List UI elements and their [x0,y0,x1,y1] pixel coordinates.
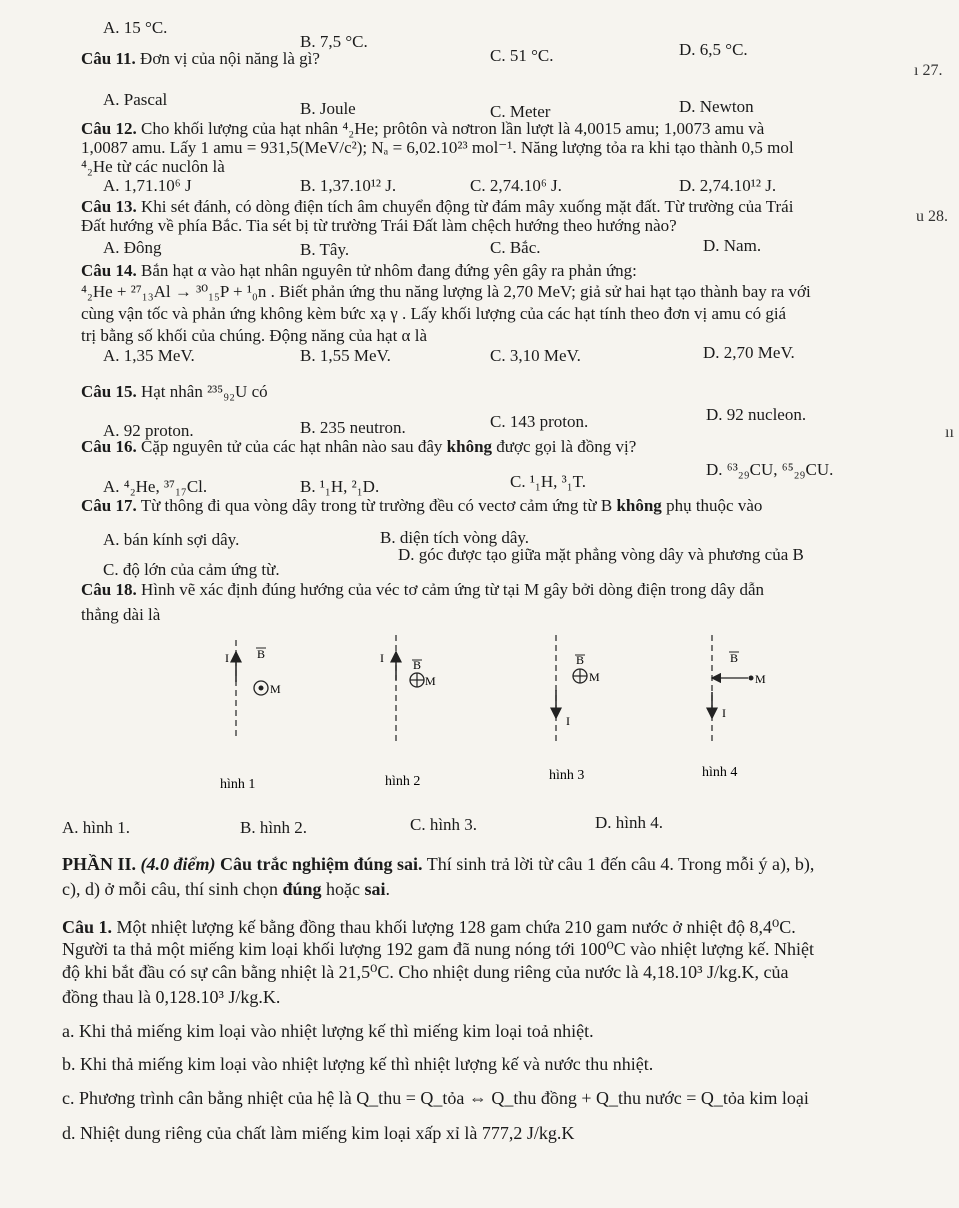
q13-text-1: Khi sét đánh, có dòng điện tích âm chuyển động từ đám mây xuống mặt đất. Từ trường của Trái [140,197,794,216]
q14-label: Câu 14. [81,261,137,280]
q11-option-a: A. Pascal [103,90,168,109]
figure-1 [220,640,281,792]
q14-option-d: D. 2,70 MeV. [703,343,795,362]
q14-option-b: B. 1,55 MeV. [300,346,391,365]
q11-option-d: D. Newton [679,97,754,116]
fig2-caption: hình 2 [385,774,421,789]
q12-line1 [81,119,764,139]
q18-line2: thẳng dài là [81,605,161,624]
q12-option-a: A. 1,71.10⁶ J [103,176,192,195]
c1-line2: Người ta thả một miếng kim loại khối lượng 192 gam đã nung nóng tới 100⁰C vào nhiệt lượng kế. Nhiệt [62,939,814,959]
q17-text-bold: không [616,496,662,515]
figure-2 [380,635,436,789]
q12-text-1: Cho khối lượng của hạt nhân ⁴₂He; prôtôn và nơtron lần lượt là 4,0015 amu; 1,0073 amu và [140,119,765,138]
q17-stem [81,496,762,516]
part2-instr2-end: . [385,879,391,899]
q15-option-a: A. 92 proton. [103,421,194,440]
part2-instr2-or: hoặc [321,879,365,899]
q14-option-c: C. 3,10 MeV. [490,346,581,365]
q14-line1 [81,261,637,281]
q14-line3: cùng vận tốc và phản ứng không kèm bức xạ γ . Lấy khối lượng của các hạt tính theo đơn vị amu có giá [81,304,787,323]
fig3-current-label: I [566,714,570,728]
q17-option-b: B. diện tích vòng dây. [380,528,530,547]
q16-option-a: A. ⁴₂He, ³⁷₁₇Cl. [103,477,208,496]
figure-3 [549,635,600,783]
q10-option-b: B. 7,5 °C. [300,32,368,51]
q14-line4: trị bằng số khối của chúng. Động năng của hạt α là [81,326,427,345]
q15-option-c: C. 143 proton. [490,412,589,431]
q17-text-pre: Từ thông đi qua vòng dây trong từ trường đều có vectơ cảm ứng từ B [140,496,617,515]
q13-option-d: D. Nam. [703,236,762,255]
part2-heading [62,854,814,875]
part2-title-rest: Câu trắc nghiệm đúng sai. [215,854,423,874]
q15-option-d: D. 92 nucleon. [706,405,807,424]
q13-line1 [81,197,793,217]
q16-option-b: B. ¹₁H, ²₁D. [300,477,380,496]
part2-instr2-true: đúng [282,879,322,899]
c1-statement-b: b. Khi thả miếng kim loại vào nhiệt lượng kế thì nhiệt lượng kế và nước thu nhiệt. [62,1054,654,1074]
q15-stem [81,382,268,402]
part2-instructions-line2 [62,879,390,900]
q18-option-b: B. hình 2. [240,818,308,837]
fig3-m-label: M [589,670,600,684]
q18-figures [0,630,959,800]
margin-bleed-28: u 28. [916,208,948,225]
q16-option-d: D. ⁶³₂₉CU, ⁶⁵₂₉CU. [706,460,834,479]
c1-statement-a: a. Khi thả miếng kim loại vào nhiệt lượng kế thì miếng kim loại toả nhiệt. [62,1021,594,1041]
fig1-caption: hình 1 [220,777,256,792]
q13-option-c: C. Bắc. [490,238,541,257]
q16-text-post: được gọi là đồng vị? [492,437,637,456]
q11-stem [81,49,320,69]
q15-label: Câu 15. [81,382,137,401]
q15-text: Hạt nhân ²³⁵₉₂U có [140,382,268,401]
fig2-current-label: I [380,651,384,665]
q14-line2: ⁴₂He + ²⁷₁₃Al → ³⁰₁₅P + ¹₀n . Biết phản ứng thu năng lượng là 2,70 MeV; giả sử hai hạt tạo thành bay ra với [81,282,811,301]
q11-text: Đơn vị của nội năng là gì? [140,49,320,68]
c1-line3: độ khi bắt đầu có sự cân bằng nhiệt là 21,5⁰C. Cho nhiệt dung riêng của nước là 4,18.10³ J/kg.K, của [62,962,789,982]
c1-line4: đồng thau là 0,128.10³ J/kg.K. [62,987,281,1007]
q18-label: Câu 18. [81,580,137,599]
q12-option-d: D. 2,74.10¹² J. [679,176,777,195]
q13-option-b: B. Tây. [300,240,350,259]
q18-option-d: D. hình 4. [595,813,663,832]
q13-option-a: A. Đông [103,238,162,257]
figure-4 [702,635,766,780]
fig4-current-label: I [722,706,726,720]
q18-line1 [81,580,764,600]
q16-text-bold: không [446,437,493,456]
c1-statement-c: c. Phương trình cân bằng nhiệt của hệ là Q_thu = Q_tỏa ⇔ Q_thu đồng + Q_thu nước = Q_tỏa kim loại [62,1088,809,1108]
part2-instr2-false: sai [364,879,386,899]
q10-option-c: C. 51 °C. [490,46,554,65]
q16-text-pre: Cặp nguyên tử của các hạt nhân nào sau đây [140,437,447,456]
c1-statement-d: d. Nhiệt dung riêng của chất làm miếng kim loại xấp xỉ là 777,2 J/kg.K [62,1123,575,1143]
fig4-b-label: B [730,651,739,665]
fig1-current-label: I [225,651,229,665]
q18-option-c: C. hình 3. [410,815,478,834]
q18-option-a: A. hình 1. [62,818,130,837]
part2-instr2: c), d) ở mỗi câu, thí sinh chọn [62,879,283,899]
q11-label: Câu 11. [81,49,136,68]
q16-option-c: C. ¹₁H, ³₁T. [510,472,587,491]
q14-text-1: Bắn hạt α vào hạt nhân nguyên tử nhôm đang đứng yên gây ra phản ứng: [140,261,637,280]
fig2-m-label: M [425,674,436,688]
margin-bleed-27: ı 27. [914,62,943,79]
part2-title: PHẦN II. [62,854,137,874]
c1-line1 [62,917,796,938]
c1-label: Câu 1. [62,917,113,937]
q12-option-c: C. 2,74.10⁶ J. [470,176,562,195]
q14-option-a: A. 1,35 MeV. [103,346,195,365]
q17-text-post: phụ thuộc vào [661,496,763,515]
q12-label: Câu 12. [81,119,137,138]
q13-line2: Đất hướng về phía Bắc. Tia sét bị từ trường Trái Đất làm chệch hướng theo hướng nào? [81,216,677,235]
part2-points: (4.0 điểm) [140,854,216,874]
q17-option-d: D. góc được tạo giữa mặt phẳng vòng dây và phương của B [398,545,804,564]
q11-option-c: C. Meter [490,102,551,121]
q12-line2: 1,0087 amu. Lấy 1 amu = 931,5(MeV/c²); Nₐ = 6,02.10²³ mol⁻¹. Năng lượng tỏa ra khi tạo thành 0,5 mol [81,138,794,157]
q17-label: Câu 17. [81,496,137,515]
q17-option-c: C. độ lớn của cảm ứng từ. [103,560,280,579]
q13-label: Câu 13. [81,197,137,216]
fig2-b-label: B [413,658,422,672]
fig4-caption: hình 4 [702,765,738,780]
q12-option-b: B. 1,37.10¹² J. [300,176,397,195]
fig4-m-label: M [755,672,766,686]
margin-bleed-29: ıı [945,424,954,441]
fig3-b-label: B [576,653,585,667]
q17-option-a: A. bán kính sợi dây. [103,530,240,549]
fig1-b-label: B [257,647,266,661]
q10-option-d: D. 6,5 °C. [679,40,748,59]
fig1-m-label: M [270,682,281,696]
q12-line3: ⁴₂He từ các nuclôn là [81,157,225,176]
q16-stem [81,437,636,457]
c1-text-1: Một nhiệt lượng kế bằng đồng thau khối lượng 128 gam chứa 210 gam nước ở nhiệt độ 8,4⁰C. [116,917,796,937]
q11-option-b: B. Joule [300,99,356,118]
fig3-caption: hình 3 [549,768,585,783]
q16-label: Câu 16. [81,437,137,456]
q15-option-b: B. 235 neutron. [300,418,406,437]
q10-option-a: A. 15 °C. [103,18,168,37]
part2-instructions-1: Thí sinh trả lời từ câu 1 đến câu 4. Trong mỗi ý a), b), [422,854,815,874]
q18-text-1: Hình vẽ xác định đúng hướng của véc tơ cảm ứng từ tại M gây bởi dòng điện trong dây dẫn [140,580,765,599]
